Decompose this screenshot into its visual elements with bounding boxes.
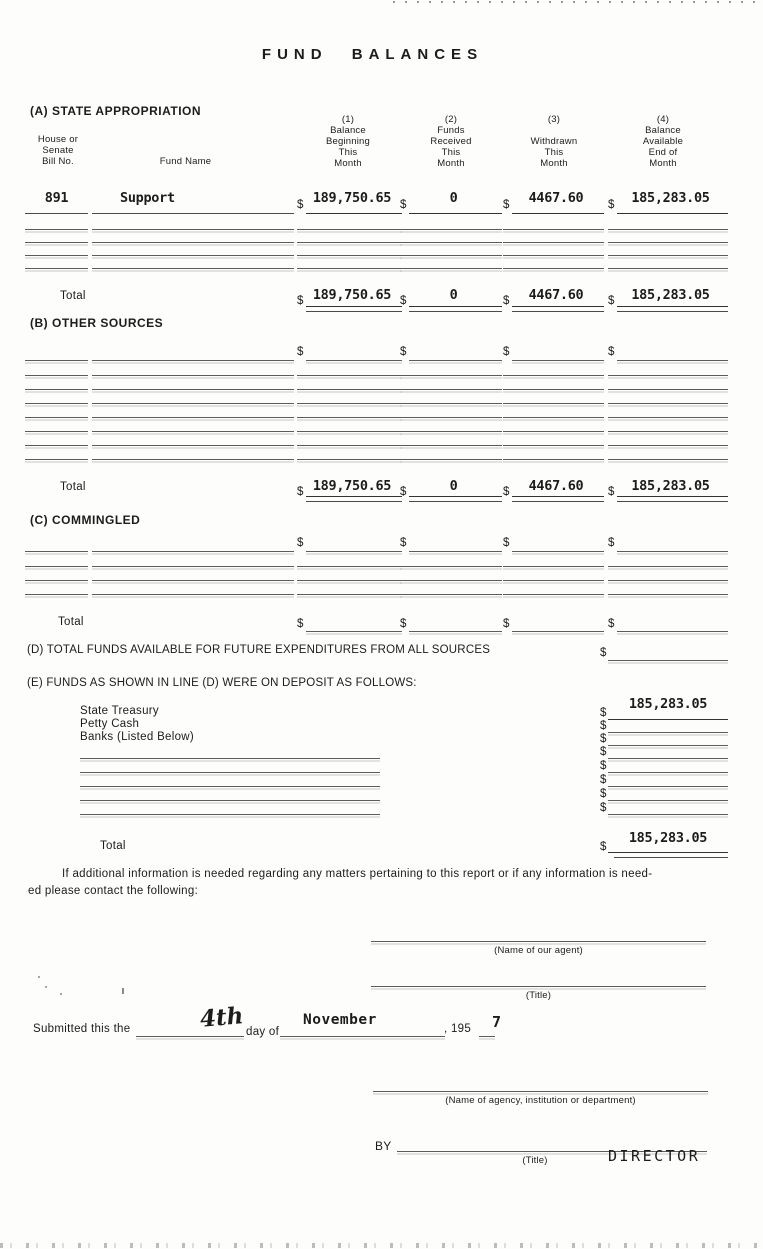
deposit-label: State Treasury (80, 705, 159, 717)
blank-line (92, 594, 294, 595)
total-balance-beginning: 189,750.65 (312, 287, 392, 303)
total-double-rule (512, 311, 604, 312)
entry-line (512, 213, 604, 214)
blank-line (297, 431, 402, 432)
col4-header-line: (4) (656, 114, 670, 125)
col2-header-line: Received (430, 136, 472, 147)
total-withdrawn: 4467.60 (528, 478, 584, 494)
total-line (512, 306, 604, 307)
blank-line (297, 594, 402, 595)
blank-line (400, 431, 502, 432)
col1-header-line: Month (334, 158, 362, 169)
dollar-sign: $ (600, 760, 607, 772)
agent-title-line (371, 986, 706, 987)
col4-header-line: Balance (645, 125, 681, 136)
total-funds-received: 0 (449, 287, 458, 303)
blank-line (608, 375, 728, 376)
blank-line (25, 594, 88, 595)
total-double-rule (306, 501, 402, 502)
dollar-sign: $ (600, 788, 607, 800)
dollar-sign: $ (600, 707, 607, 719)
blank-line (92, 580, 294, 581)
blank-line (25, 229, 88, 230)
total-line (512, 631, 604, 632)
dollar-sign: $ (297, 199, 304, 211)
blank-line (25, 566, 88, 567)
scan-noise (122, 988, 124, 994)
total-line (608, 852, 728, 853)
total-line (617, 306, 728, 307)
blank-line (92, 360, 294, 361)
blank-line (503, 566, 604, 567)
blank-line (92, 566, 294, 567)
blank-line (512, 360, 604, 361)
blank-line (297, 375, 402, 376)
blank-line (297, 403, 402, 404)
scan-edge-dots (393, 1, 762, 3)
scan-noise (38, 976, 40, 978)
blank-line (400, 594, 502, 595)
col2-header-line: (2) (444, 114, 458, 125)
blank-line (400, 389, 502, 390)
total-line (306, 306, 402, 307)
blank-line (400, 445, 502, 446)
contact-note-line2: ed please contact the following: (28, 885, 199, 897)
blank-line (400, 566, 502, 567)
by-label: BY (375, 1139, 392, 1153)
col2-header-line: This (441, 147, 461, 158)
blank-line (400, 255, 502, 256)
entry-line (409, 213, 502, 214)
total-balance-end: 185,283.05 (631, 287, 710, 303)
scan-noise (45, 986, 47, 988)
col1-header-line: Beginning (325, 136, 371, 147)
total-withdrawn: 4467.60 (528, 287, 584, 303)
deposit-label: Petty Cash (80, 718, 140, 730)
blank-line (25, 551, 88, 552)
amount-line (608, 814, 728, 815)
dollar-sign: $ (503, 199, 510, 211)
total-double-rule (409, 501, 502, 502)
total-double-rule (614, 857, 728, 858)
col1-header-line: (1) (341, 114, 355, 125)
total-line (512, 496, 604, 497)
fund-name-header: Fund Name (159, 156, 212, 167)
blank-line (503, 229, 604, 230)
section-c-heading: (C) COMMINGLED (30, 513, 141, 527)
blank-line (25, 403, 88, 404)
bill-header-line: House or (37, 134, 79, 145)
dollar-sign: $ (400, 295, 407, 307)
agency-name-line (373, 1091, 708, 1092)
entry-line (25, 213, 88, 214)
blank-line (608, 459, 728, 460)
amount-line (608, 719, 728, 720)
blank-line (400, 580, 502, 581)
agent-name-line (371, 941, 706, 942)
blank-line (400, 403, 502, 404)
bank-name-line (80, 814, 380, 815)
bank-name-line (80, 800, 380, 801)
blank-line (503, 431, 604, 432)
total-balance-end: 185,283.05 (631, 478, 710, 494)
dollar-sign: $ (400, 618, 407, 630)
dollar-sign: $ (608, 486, 615, 498)
blank-line (608, 445, 728, 446)
state-treasury-amount: 185,283.05 (628, 696, 708, 712)
blank-line (92, 375, 294, 376)
blank-line (297, 255, 402, 256)
typed-signature-title: DIRECTOR (608, 1147, 701, 1165)
blank-line (400, 242, 502, 243)
blank-line (25, 268, 88, 269)
blank-line (25, 255, 88, 256)
bill-no-value: 891 (44, 190, 69, 206)
blank-line (92, 445, 294, 446)
entry-line (92, 213, 294, 214)
day-of-label: day of (246, 1026, 280, 1038)
blank-line (503, 268, 604, 269)
dollar-sign: $ (503, 486, 510, 498)
dollar-sign: $ (608, 537, 615, 549)
amount-line (608, 758, 728, 759)
total-line (409, 496, 502, 497)
amount-line (608, 786, 728, 787)
dollar-sign: $ (608, 618, 615, 630)
dollar-sign: $ (608, 199, 615, 211)
blank-line (297, 580, 402, 581)
dollar-sign: $ (600, 720, 607, 732)
blank-line (297, 268, 402, 269)
col4-header-line: Available (642, 136, 684, 147)
typed-year-digit: 7 (492, 1013, 502, 1031)
amount-line (608, 745, 728, 746)
submitted-prefix: Submitted this the (33, 1023, 131, 1035)
entry-line (617, 213, 728, 214)
total-balance-beginning: 189,750.65 (312, 478, 392, 494)
bank-name-line (80, 758, 380, 759)
dollar-sign: $ (600, 647, 607, 659)
blank-line (297, 389, 402, 390)
balance-beginning-value: 189,750.65 (312, 190, 392, 206)
col1-header-line: This (338, 147, 358, 158)
section-a-heading: (A) STATE APPROPRIATION (30, 104, 202, 118)
blank-line (306, 360, 402, 361)
dollar-sign: $ (297, 295, 304, 307)
amount-line (608, 660, 728, 661)
blank-line (92, 255, 294, 256)
total-line (409, 306, 502, 307)
blank-line (503, 255, 604, 256)
dollar-sign: $ (297, 537, 304, 549)
dollar-sign: $ (600, 841, 607, 853)
bill-header-line: Senate (42, 145, 74, 156)
blank-line (297, 459, 402, 460)
month-line (280, 1036, 445, 1037)
section-b-total-label: Total (60, 481, 86, 493)
amount-line (608, 800, 728, 801)
bank-name-line (80, 786, 380, 787)
blank-line (92, 268, 294, 269)
blank-line (503, 403, 604, 404)
total-double-rule (306, 311, 402, 312)
total-line (409, 631, 502, 632)
col4-header-line: Month (649, 158, 677, 169)
total-double-rule (617, 311, 728, 312)
blank-line (92, 403, 294, 404)
blank-line (608, 417, 728, 418)
section-e-total-label: Total (100, 840, 126, 852)
blank-line (25, 417, 88, 418)
withdrawn-value: 4467.60 (528, 190, 584, 206)
section-a-total-label: Total (60, 290, 86, 302)
blank-line (608, 431, 728, 432)
dollar-sign: $ (608, 295, 615, 307)
by-title-caption: (Title) (522, 1155, 548, 1166)
total-line (306, 496, 402, 497)
blank-line (608, 389, 728, 390)
total-line (617, 496, 728, 497)
contact-note-line1: If additional information is needed regarding any matters pertaining to this report or if any information is need- (62, 868, 653, 880)
dollar-sign: $ (503, 537, 510, 549)
dollar-sign: $ (600, 774, 607, 786)
amount-line (608, 772, 728, 773)
year-prefix: , 195 (444, 1023, 472, 1035)
blank-line (503, 417, 604, 418)
year-line (479, 1036, 495, 1037)
blank-line (503, 242, 604, 243)
deposit-label: Banks (Listed Below) (80, 731, 195, 743)
blank-line (92, 389, 294, 390)
blank-line (92, 431, 294, 432)
blank-line (503, 594, 604, 595)
deposit-total-amount: 185,283.05 (628, 830, 708, 846)
blank-line (297, 445, 402, 446)
entry-line (306, 213, 402, 214)
blank-line (503, 459, 604, 460)
agent-name-caption: (Name of our agent) (494, 945, 583, 956)
blank-line (25, 389, 88, 390)
blank-line (92, 242, 294, 243)
scan-edge-band (0, 1243, 763, 1248)
blank-line (608, 242, 728, 243)
blank-line (400, 229, 502, 230)
bank-name-line (80, 772, 380, 773)
dollar-sign: $ (400, 199, 407, 211)
blank-line (92, 417, 294, 418)
col4-header-line: End of (648, 147, 678, 158)
blank-line (92, 551, 294, 552)
total-line (306, 631, 402, 632)
blank-line (297, 229, 402, 230)
blank-line (503, 389, 604, 390)
blank-line (25, 242, 88, 243)
blank-line (25, 360, 88, 361)
blank-line (503, 580, 604, 581)
agent-title-caption: (Title) (525, 990, 552, 1001)
blank-line (617, 360, 728, 361)
blank-line (400, 375, 502, 376)
dollar-sign: $ (400, 537, 407, 549)
dollar-sign: $ (503, 618, 510, 630)
funds-received-value: 0 (449, 190, 458, 206)
blank-line (608, 268, 728, 269)
col3-header-line: Month (540, 158, 568, 169)
blank-line (608, 566, 728, 567)
blank-line (92, 459, 294, 460)
dollar-sign: $ (400, 486, 407, 498)
blank-line (25, 445, 88, 446)
dollar-sign: $ (600, 733, 607, 745)
dollar-sign: $ (297, 618, 304, 630)
total-double-rule (617, 501, 728, 502)
blank-line (25, 459, 88, 460)
blank-line (409, 360, 502, 361)
col2-header-line: Month (437, 158, 465, 169)
bill-header-line: Bill No. (42, 156, 74, 167)
typed-month: November (303, 1012, 377, 1028)
blank-line (297, 242, 402, 243)
section-e-heading: (E) FUNDS AS SHOWN IN LINE (D) WERE ON DEPOSIT AS FOLLOWS: (27, 677, 417, 689)
blank-line (297, 417, 402, 418)
col2-header-line: Funds (437, 125, 465, 136)
col3-header-line: (3) (547, 114, 561, 125)
blank-line (608, 594, 728, 595)
blank-line (512, 551, 604, 552)
dollar-sign: $ (297, 486, 304, 498)
total-line (617, 631, 728, 632)
amount-line (608, 732, 728, 733)
agency-name-caption: (Name of agency, institution or department) (445, 1095, 636, 1106)
blank-line (25, 375, 88, 376)
blank-line (25, 580, 88, 581)
blank-line (409, 551, 502, 552)
balance-end-value: 185,283.05 (631, 190, 710, 206)
blank-line (400, 268, 502, 269)
blank-line (25, 431, 88, 432)
blank-line (400, 417, 502, 418)
form-title: FUND BALANCES (261, 46, 484, 63)
blank-line (306, 551, 402, 552)
total-double-rule (512, 501, 604, 502)
total-funds-received: 0 (449, 478, 458, 494)
blank-line (617, 551, 728, 552)
section-b-heading: (B) OTHER SOURCES (30, 316, 164, 330)
col1-header-line: Balance (330, 125, 366, 136)
section-c-total-label: Total (58, 616, 84, 628)
blank-line (503, 445, 604, 446)
section-d-heading: (D) TOTAL FUNDS AVAILABLE FOR FUTURE EXPENDITURES FROM ALL SOURCES (27, 644, 491, 656)
handwritten-day: 4th (198, 1002, 245, 1033)
scan-noise (60, 993, 62, 995)
dollar-sign: $ (503, 295, 510, 307)
blank-line (608, 255, 728, 256)
col3-header-line: Withdrawn (530, 136, 578, 147)
dollar-sign: $ (608, 346, 615, 358)
col3-header-line: This (544, 147, 564, 158)
dollar-sign: $ (600, 746, 607, 758)
dollar-sign: $ (297, 346, 304, 358)
day-line (136, 1036, 244, 1037)
blank-line (608, 580, 728, 581)
blank-line (503, 375, 604, 376)
blank-line (297, 566, 402, 567)
fund-name-value: Support (120, 190, 175, 206)
blank-line (608, 229, 728, 230)
dollar-sign: $ (600, 802, 607, 814)
dollar-sign: $ (400, 346, 407, 358)
total-double-rule (409, 311, 502, 312)
blank-line (608, 403, 728, 404)
blank-line (92, 229, 294, 230)
blank-line (400, 459, 502, 460)
dollar-sign: $ (503, 346, 510, 358)
